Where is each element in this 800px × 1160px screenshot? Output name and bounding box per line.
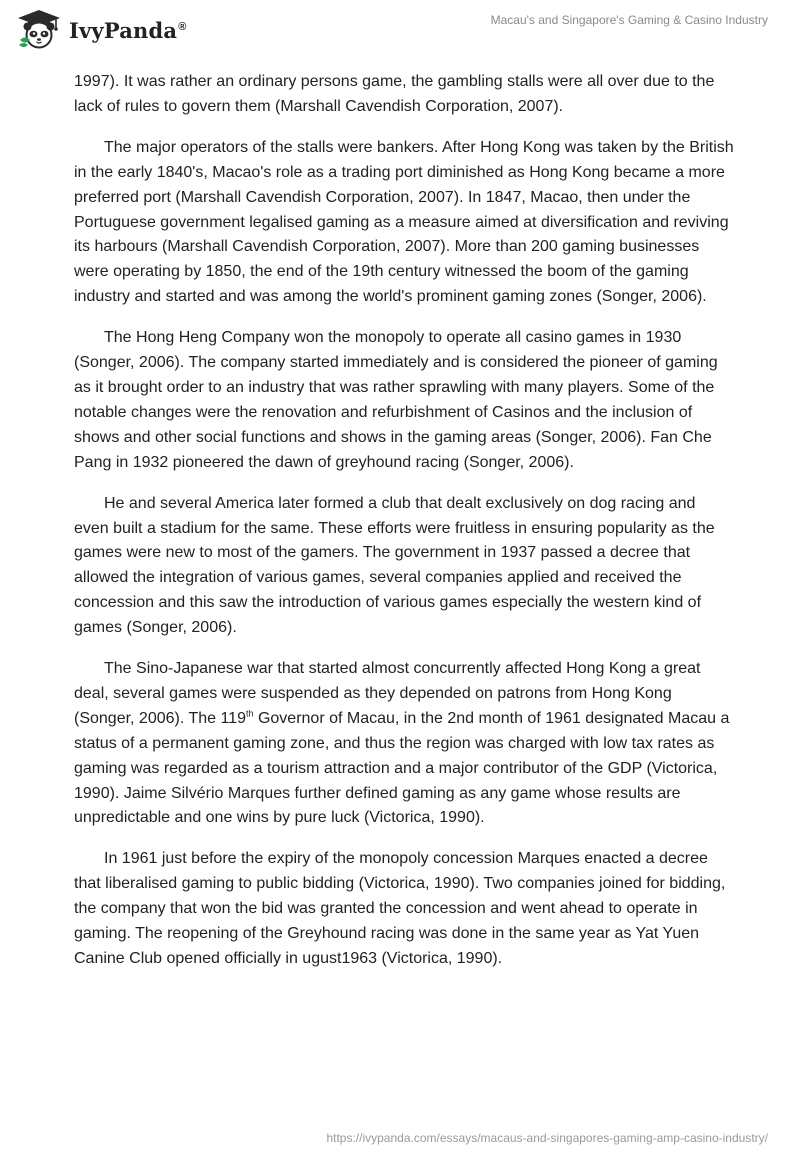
logo-wordmark: IvyPanda® bbox=[69, 17, 187, 43]
paragraph-1: 1997). It was rather an ordinary persons game, the gambling stalls were all over due to the lack of rules to govern them (Marshall Cavendish Corporation, 2007). bbox=[74, 73, 715, 115]
paragraph-4: He and several America later formed a club that dealt exclusively on dog racing and even built a stadium for the same. These efforts were fruitless in ensuring popularity as the games were new to most of the gamers. The government in 1937 passed a decree that allowed the integration of various games, several companies applied and received the concession and this saw the introduction of various games especially the western kind of games (Songer, 2006). bbox=[74, 494, 715, 637]
paragraph-3: The Hong Heng Company won the monopoly to operate all casino games in 1930 (Songer, 2006). The company started immediately and is considered the pioneer of gaming as it brought order to an industry that was rather sprawling with many players. Some of the notable changes were the renovation and refurbishment of Casinos and the inclusion of shows and other social functions and shows in the gaming areas (Songer, 2006). Fan Che Pang in 1932 pioneered the dawn of greyhound racing (Songer, 2006). bbox=[74, 329, 718, 471]
essay-body bbox=[74, 70, 734, 988]
paragraph-5-text-a: The Sino-Japanese war that started almost concurrently affected Hong Kong a great deal, several games were suspended as they depended on patrons from Hong Kong (Songer, 2006). The 119 bbox=[74, 660, 701, 727]
document-title: Macau's and Singapore's Gaming & Casino Industry bbox=[490, 13, 768, 27]
paragraph-5 bbox=[74, 657, 734, 831]
ivypanda-logo[interactable] bbox=[16, 8, 187, 50]
source-url[interactable]: https://ivypanda.com/essays/macaus-and-singapores-gaming-amp-casino-industry/ bbox=[326, 1131, 768, 1145]
page-header bbox=[0, 0, 800, 62]
paragraph-2: The major operators of the stalls were bankers. After Hong Kong was taken by the British in the early 1840's, Macao's role as a trading port diminished as Hong Kong became a more preferred port (Marshall Cavendish Corporation, 2007). In 1847, Macao, then under the Portuguese government legalised gaming as a measure aimed at diversification and reviving its harbours (Marshall Cavendish Corporation, 2007). More than 200 gaming businesses were operating by 1850, the end of the 19th century witnessed the boom of the gaming industry and started and was among the world's prominent gaming zones (Songer, 2006). bbox=[74, 138, 734, 306]
paragraph-6: In 1961 just before the expiry of the monopoly concession Marques enacted a decree that liberalised gaming to public bidding (Victorica, 1990). Two companies joined for bidding, the company that won the bid was granted the concession and went ahead to operate in gaming. The reopening of the Greyhound racing was done in the same year as Yat Yuen Canine Club opened officially in ugust1963 (Victorica, 1990). bbox=[74, 850, 726, 967]
paragraph-5-text-b: Governor of Macau, in the 2nd month of 1961 designated Macau a status of a permanent gaming zone, and thus the region was charged with low tax rates as gaming was regarded as a tourism attraction and a major contributor of the GDP (Victorica, 1990). Jaime Silvério Marques further defined gaming as any game whose results are unpredictable and one wins by pure luck (Victorica, 1990). bbox=[74, 709, 730, 827]
ordinal-suffix: th bbox=[245, 708, 254, 719]
panda-graduate-icon bbox=[16, 8, 62, 50]
